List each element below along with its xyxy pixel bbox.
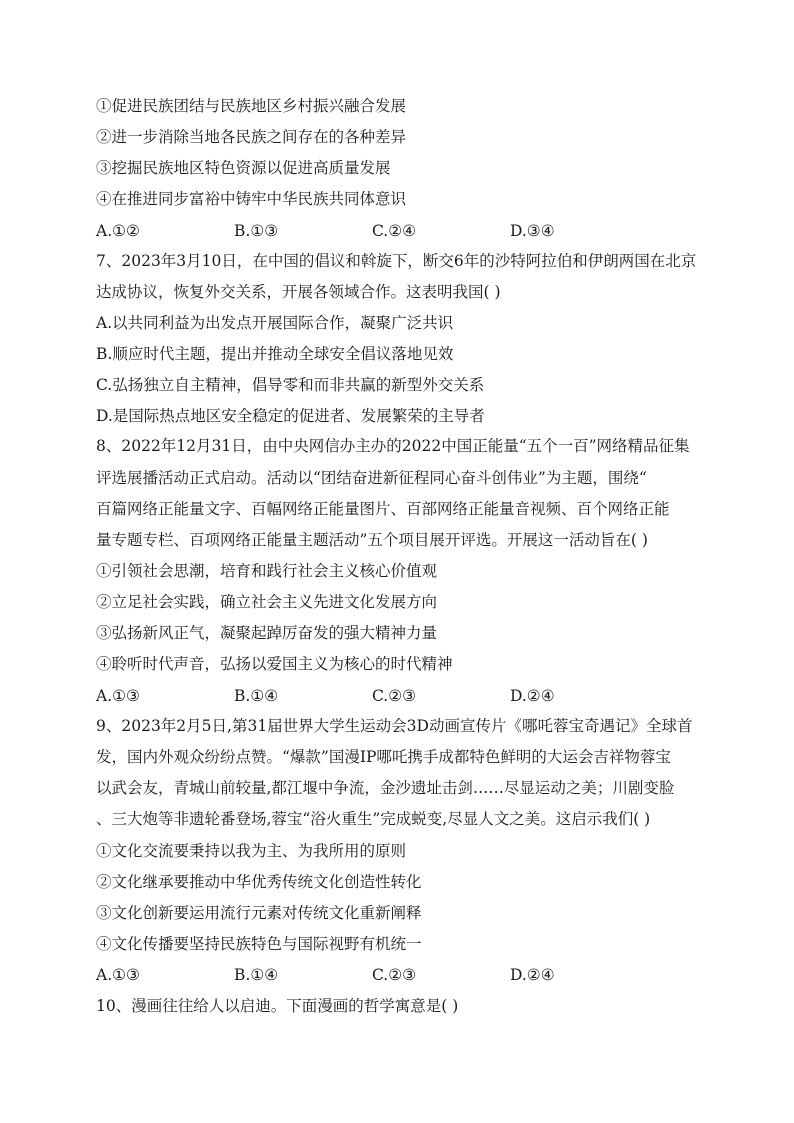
q7-choice-c[interactable]: C.弘扬独立自主精神，倡导零和而非共赢的新型外交关系 <box>96 376 485 394</box>
q9-stem-line-4: 、三大炮等非遗轮番登场,蓉宝“浴火重生”完成蜕变,尽显人文之美。这启示我们( ) <box>96 810 651 828</box>
q6-item-3: ③挖掘民族地区特色资源以促进高质量发展 <box>96 159 391 177</box>
q6-item-4: ④在推进同步富裕中铸牢中华民族共同体意识 <box>96 190 407 208</box>
q8-options <box>96 686 656 706</box>
q8-option-a[interactable]: A.①③ <box>96 687 140 705</box>
q8-stem-line-4: 量专题专栏、百项网络正能量主题活动”五个项目展开评选。开展这一活动旨在( ) <box>96 531 648 549</box>
q9-item-3: ③文化创新要运用流行元素对传统文化重新阐释 <box>96 904 422 922</box>
q9-item-1: ①文化交流要秉持以我为主、为我所用的原则 <box>96 842 407 860</box>
q9-stem-line-2: 发，国内外观众纷纷点赞。“爆款”国漫IP哪吒携手成都特色鲜明的大运会吉祥物蓉宝 <box>96 748 671 766</box>
q8-item-2: ②立足社会实践，确立社会主义先进文化发展方向 <box>96 593 438 611</box>
q7-stem-line-1: 7、2023年3月10日，在中国的倡议和斡旋下，断交6年的沙特阿拉伯和伊朗两国在北京 <box>96 252 697 270</box>
q8-item-3: ③弘扬新风正气，凝聚起踔厉奋发的强大精神力量 <box>96 624 438 642</box>
q6-item-1: ①促进民族团结与民族地区乡村振兴融合发展 <box>96 97 407 115</box>
q7-choice-d[interactable]: D.是国际热点地区安全稳定的促进者、发展繁荣的主导者 <box>96 407 485 425</box>
q9-item-2: ②文化继承要推动中华优秀传统文化创造性转化 <box>96 873 422 891</box>
q8-option-b[interactable]: B.①④ <box>234 687 279 705</box>
q8-item-4: ④聆听时代声音，弘扬以爱国主义为核心的时代精神 <box>96 655 453 673</box>
q8-stem-line-1: 8、2022年12月31日，由中央网信办主办的2022中国正能量“五个一百”网络精品征集 <box>96 437 690 455</box>
q7-choice-b[interactable]: B.顺应时代主题，提出并推动全球安全倡议落地见效 <box>96 345 454 363</box>
q6-option-c[interactable]: C.②④ <box>372 222 417 240</box>
q9-options <box>96 965 656 985</box>
q6-item-2: ②进一步消除当地各民族之间存在的各种差异 <box>96 128 407 146</box>
q6-option-d[interactable]: D.③④ <box>510 222 555 240</box>
q10-stem-line-1: 10、漫画往往给人以启迪。下面漫画的哲学寓意是( ) <box>96 997 459 1015</box>
q9-option-b[interactable]: B.①④ <box>234 966 279 984</box>
q8-item-1: ①引领社会思潮，培育和践行社会主义核心价值观 <box>96 562 438 580</box>
q7-stem-line-2: 达成协议，恢复外交关系，开展各领域合作。这表明我国( ) <box>96 283 501 301</box>
q9-option-c[interactable]: C.②③ <box>372 966 417 984</box>
q9-stem-line-1: 9、2023年2月5日,第31届世界大学生运动会3D动画宣传片《哪吒蓉宝奇遇记》全球首 <box>96 717 693 735</box>
q8-stem-line-3: 百篇网络正能量文字、百幅网络正能量图片、百部网络正能量音视频、百个网络正能 <box>96 500 670 518</box>
q9-option-a[interactable]: A.①③ <box>96 966 140 984</box>
q6-option-a[interactable]: A.①② <box>96 222 140 240</box>
q8-option-c[interactable]: C.②③ <box>372 687 417 705</box>
q8-stem-line-2: 评选展播活动正式启动。活动以“团结奋进新征程同心奋斗创伟业”为主题，围绕“ <box>96 469 647 487</box>
q7-choice-a[interactable]: A.以共同利益为出发点开展国际合作，凝聚广泛共识 <box>96 314 454 332</box>
q6-options <box>96 221 656 241</box>
q9-item-4: ④文化传播要坚持民族特色与国际视野有机统一 <box>96 935 422 953</box>
q6-option-b[interactable]: B.①③ <box>234 222 279 240</box>
q9-stem-line-3: 以武会友，青城山前较量,都江堰中争流，金沙遗址击剑……尽显运动之美；川剧变脸 <box>96 779 675 797</box>
q9-option-d[interactable]: D.②④ <box>510 966 555 984</box>
q8-option-d[interactable]: D.②④ <box>510 687 555 705</box>
